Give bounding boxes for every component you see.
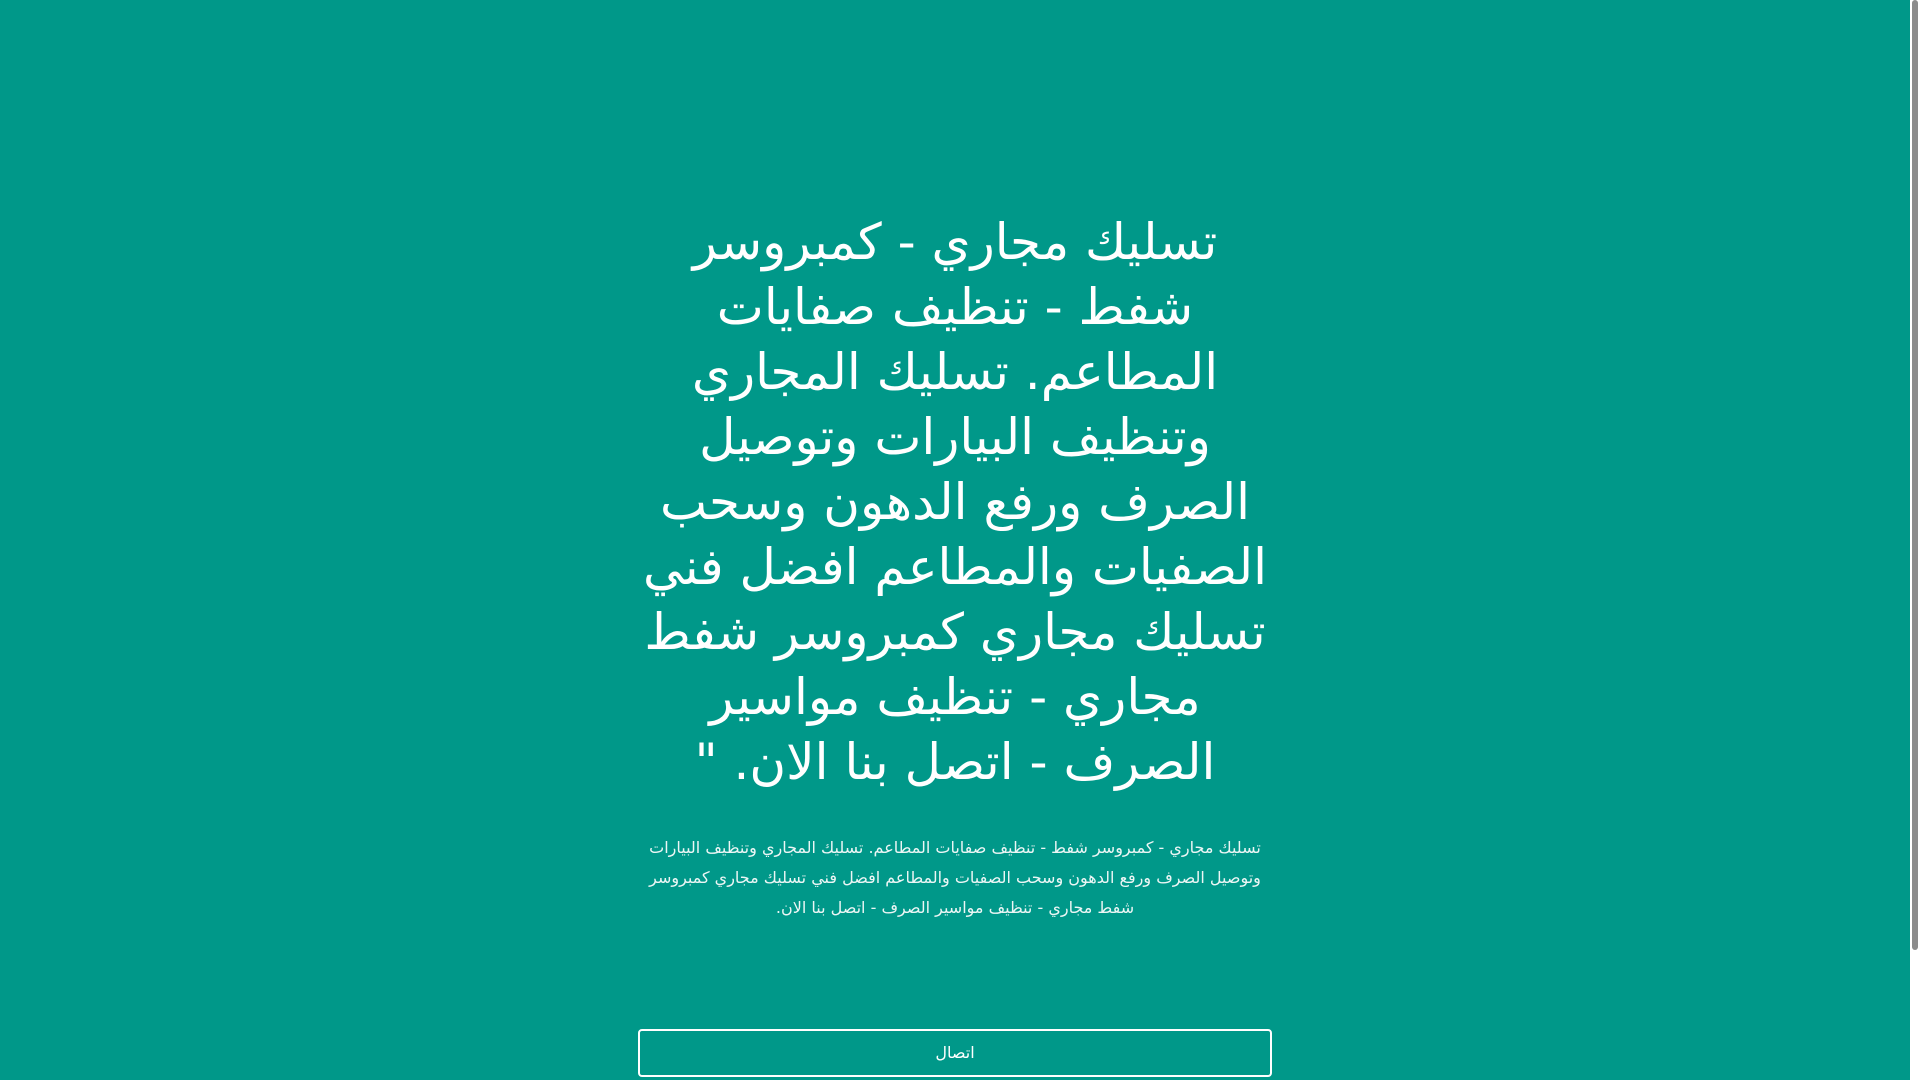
scrollbar-thumb[interactable]	[1912, 0, 1918, 950]
hero-content	[634, 210, 1276, 923]
hero-description: تسليك مجاري - كمبروسر شفط - تنظيف صفايات المطاعم. تسليك المجاري وتنظيف البيارات وتوصيل الصرف ورفع الدهون وسحب الصفيات والمطاعم افضل فني تسليك مجاري كمبروسر شفط مجاري - تنظيف مواسير الصرف - اتصل بنا الان.	[649, 838, 1261, 917]
hero-title: تسليك مجاري - كمبروسر شفط - تنظيف صفايات المطاعم. تسليك المجاري وتنظيف البيارات وتوصيل الصرف ورفع الدهون وسحب الصفيات والمطاعم افضل فني تسليك مجاري كمبروسر شفط مجاري - تنظيف مواسير الصرف - اتصل بنا الان. "	[642, 213, 1268, 791]
contact-button[interactable]: اتصال	[638, 1029, 1272, 1077]
